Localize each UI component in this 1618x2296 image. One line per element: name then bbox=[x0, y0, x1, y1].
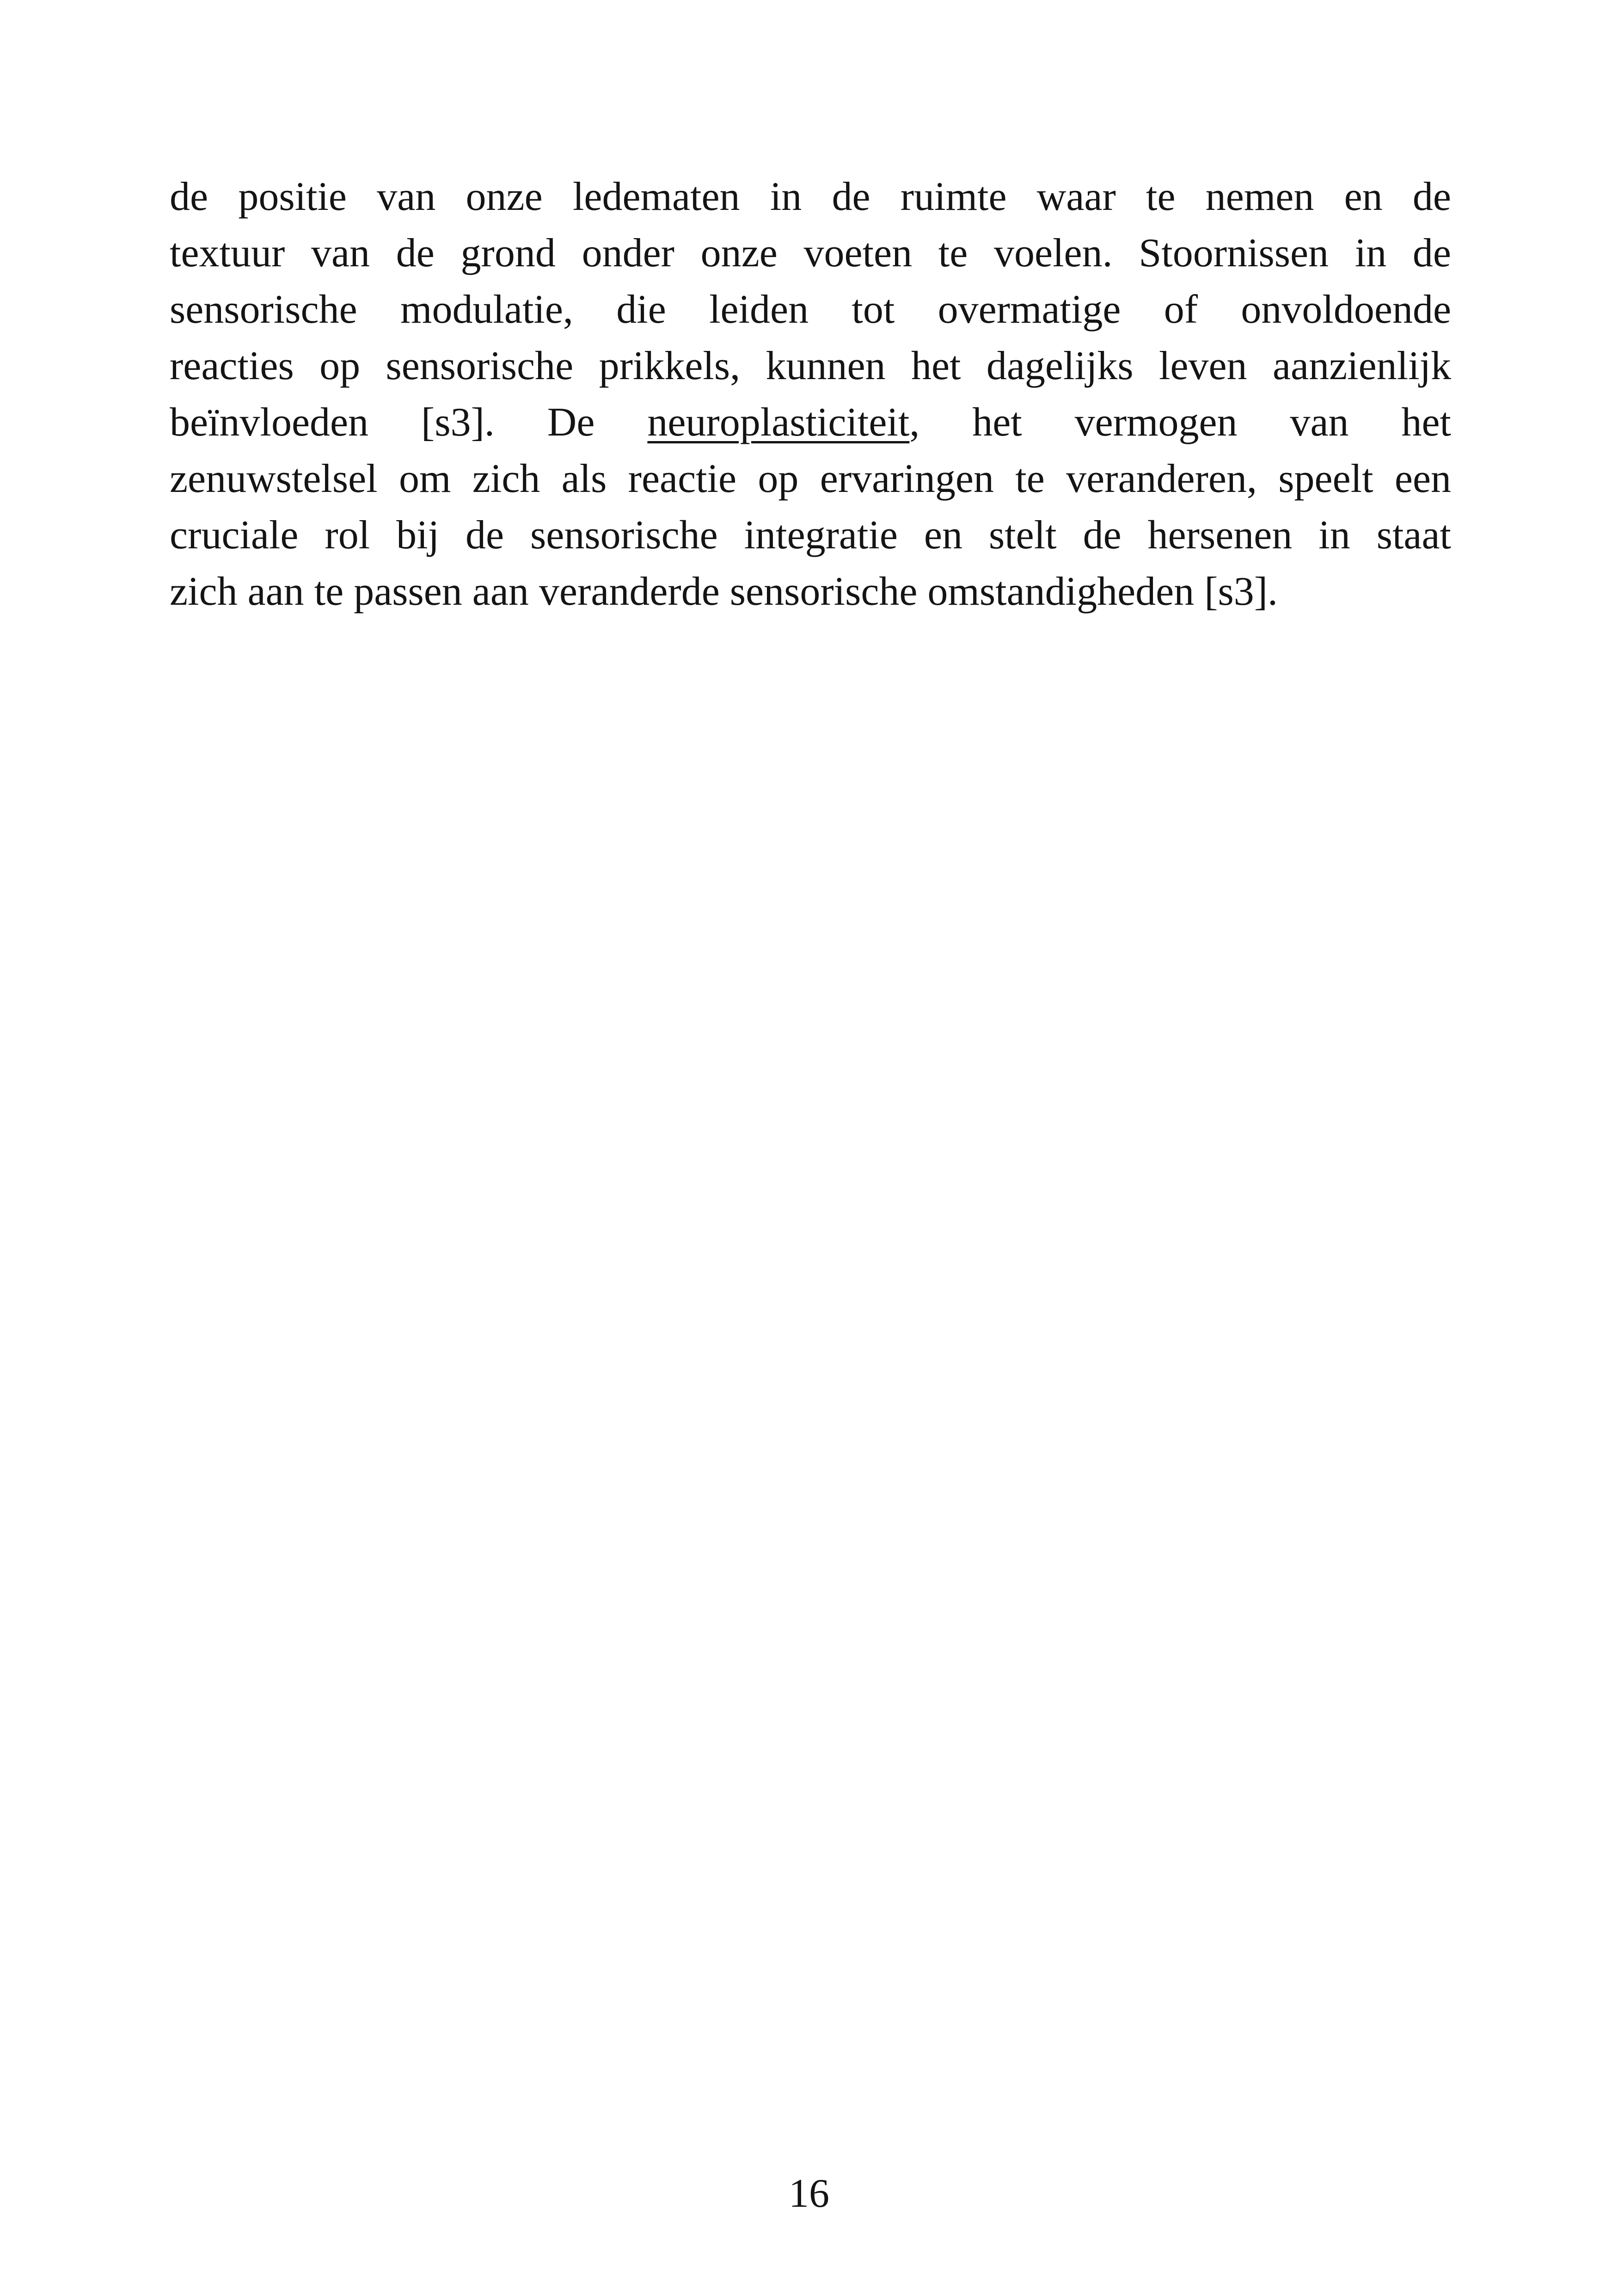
paragraph-line: zich aan te passen aan veranderde sensorische omstandigheden [s3]. bbox=[170, 569, 1278, 614]
body-paragraph bbox=[170, 169, 1451, 620]
page-number: 16 bbox=[789, 2171, 829, 2216]
paragraph-line: zenuwstelsel om zich als reactie op ervaringen te veranderen, speelt een bbox=[170, 456, 1451, 501]
paragraph-line: sensorische modulatie, die leiden tot overmatige of onvoldoende bbox=[170, 287, 1451, 332]
paragraph-line: reacties op sensorische prikkels, kunnen het dagelijks leven aanzienlijk bbox=[170, 344, 1451, 388]
neuroplasticiteit-link[interactable]: neuroplasticiteit bbox=[647, 400, 910, 445]
paragraph-line-with-link bbox=[170, 394, 1451, 451]
paragraph-line: de positie van onze ledematen in de ruimte waar te nemen en de bbox=[170, 174, 1451, 219]
paragraph-line: textuur van de grond onder onze voeten te voelen. Stoornissen in de bbox=[170, 231, 1451, 276]
line-text-after-link: , het vermogen van het bbox=[909, 400, 1451, 445]
paragraph-line: cruciale rol bij de sensorische integratie en stelt de hersenen in staat bbox=[170, 513, 1451, 558]
line-text-before-link: beïnvloeden [s3]. De bbox=[170, 400, 595, 445]
